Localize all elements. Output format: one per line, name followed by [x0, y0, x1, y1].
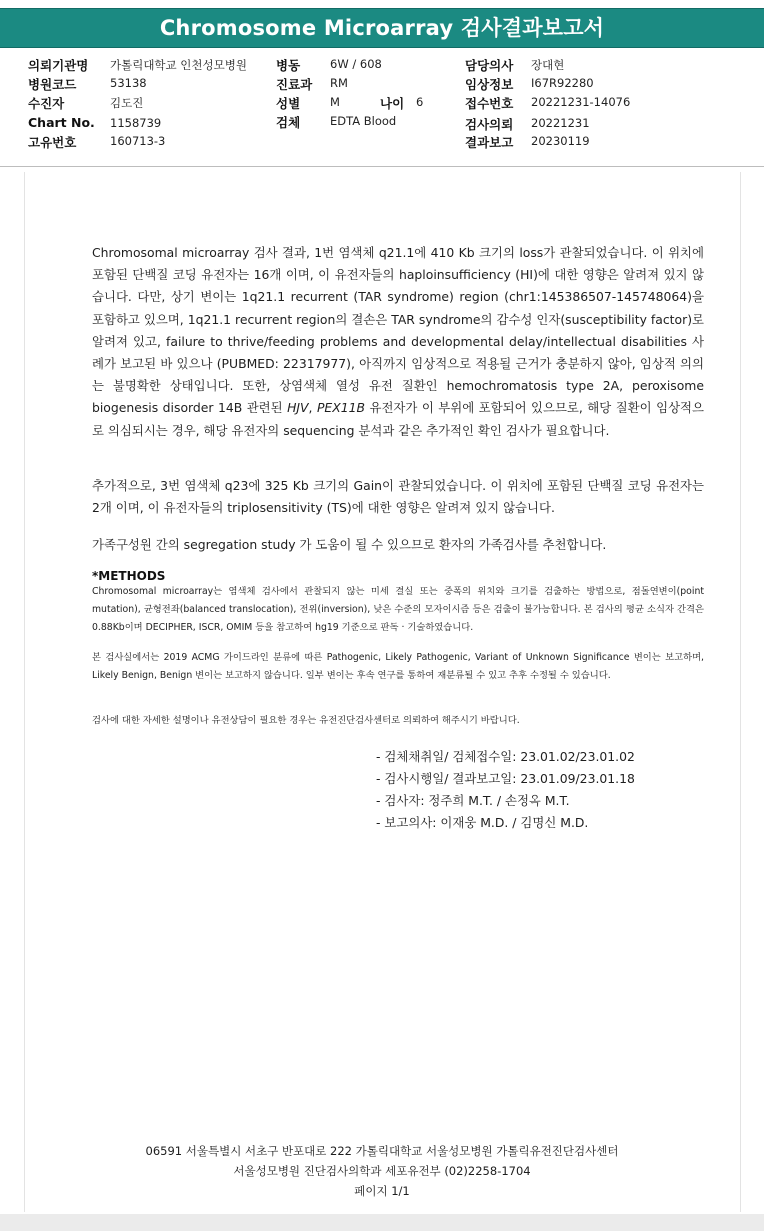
gene-separator: ,	[308, 400, 317, 416]
result-paragraph-1	[92, 242, 704, 442]
patient-info-block	[0, 50, 764, 166]
doctor-value: 장대현	[531, 58, 565, 72]
footer-department: 서울성모병원 진단검사의학과 세포유전부 (02)2258-1704	[233, 1164, 531, 1178]
result-paragraph-1-end: 유전자가 이 부위에 포함되어 있으므로, 해당 질환이 임상적으로 의심되시는 경우, 해당 유전자의 sequencing 분석과 같은 추가적인 확인 검사가 필요합니다.	[92, 400, 704, 438]
specimen-label: 검체	[276, 115, 301, 130]
signature-dates-report: - 검사시행일/ 결과보고일: 23.01.09/23.01.18	[376, 771, 635, 786]
age-value: 6	[416, 95, 424, 109]
footer-address: 06591 서울특별시 서초구 반포대로 222 가톨릭대학교 서울성모병원 가톨릭유전진단검사센터	[145, 1144, 619, 1158]
result-paragraph-3: 가족구성원 간의 segregation study 가 도움이 될 수 있으므로 환자의 가족검사를 추천합니다.	[92, 537, 607, 552]
signature-physicians: - 보고의사: 이재웅 M.D. / 김명신 M.D.	[376, 815, 589, 830]
footer-page-number: 페이지 1/1	[354, 1184, 410, 1198]
methods-text-3: 검사에 대한 자세한 설명이나 유전상담이 필요한 경우는 유전진단검사센터로 의뢰하여 해주시기 바랍니다.	[92, 715, 520, 726]
hospital-code-label: 병원코드	[28, 77, 77, 92]
doctor-label: 담당의사	[465, 58, 514, 73]
receipt-no-label: 접수번호	[465, 96, 514, 111]
chart-no-value: 1158739	[110, 116, 162, 130]
signature-dates-collection: - 검체채취일/ 검체접수일: 23.01.02/23.01.02	[376, 749, 635, 764]
examinee-value: 김도진	[110, 96, 144, 110]
clinical-info-label: 임상정보	[465, 77, 514, 92]
signature-technicians: - 검사자: 정주희 M.T. / 손정옥 M.T.	[376, 793, 570, 808]
sex-value: M	[330, 95, 340, 109]
institution-label: 의뢰기관명	[28, 58, 89, 73]
specimen-value: EDTA Blood	[330, 114, 397, 128]
methods-text-1: Chromosomal microarray는 염색체 검사에서 관찰되지 않는 미세 결실 또는 중폭의 위치와 크기를 검출하는 방법으로, 점돌연변이(point mutation), 균형전좌(balanced translocation), 전위(inversion), 낮은 수준의 모자이시즘 등은 검출이 불가능합니다. 본 검사의 평균 소식자 간격은 0.88Kb이며 DECIPHER, ISCR, OMIM 등을 참고하여 hg19 기준으로 판독 · 기술하였습니다.	[92, 586, 704, 633]
clinical-info-value: I67R92280	[531, 76, 594, 90]
ward-label: 병동	[276, 58, 301, 73]
unique-no-value: 160713-3	[110, 134, 166, 148]
hospital-code-value: 53138	[110, 76, 147, 90]
chart-no-label: Chart No.	[28, 115, 95, 130]
sex-label: 성별	[276, 96, 301, 111]
request-date-label: 검사의뢰	[465, 117, 514, 132]
receipt-no-value: 20221231-14076	[531, 95, 631, 109]
examinee-label: 수진자	[28, 96, 65, 111]
report-date-value: 20230119	[531, 134, 590, 148]
gene-hjv: HJV	[287, 400, 309, 416]
institution-value: 가톨릭대학교 인천성모병원	[110, 58, 247, 72]
age-label: 나이	[380, 96, 405, 111]
result-paragraph-1-text: Chromosomal microarray 검사 결과, 1번 염색체 q21.1에 410 Kb 크기의 loss가 관찰되었습니다. 이 위치에 포함된 단백질 코딩 유전자는 16개 이며, 이 유전자들의 haploinsufficiency (HI)에 대한 영향은 알려져 있지 않습니다. 다만, 상기 변이는 1q21.1 recurrent (TAR syndrome) region (chr1:145386507-145748064)을 포함하고 있으며, 1q21.1 recurrent region의 결손은 TAR syndrome의 감수성 인자(susceptibility factor)로 알려져 있고, failure to thrive/feeding problems and developmental delay/intellectual disabilities 사례가 보고된 바 있으나 (PUBMED: 22317977), 아직까지 임상적으로 적용될 근거가 충분하지 않아, 임상적 의의는 불명확한 상태입니다. 또한, 상염색체 열성 유전 질환인 hemochromatosis type 2A, peroxisome biogenesis disorder 14B 관련된	[92, 245, 704, 416]
header-divider	[0, 166, 764, 167]
department-label: 진료과	[276, 77, 313, 92]
result-paragraph-2: 추가적으로, 3번 염색체 q23에 325 Kb 크기의 Gain이 관찰되었습니다. 이 위치에 포함된 단백질 코딩 유전자는 2개 이며, 이 유전자들의 triplosensitivity (TS)에 대한 영향은 알려져 있지 않습니다.	[92, 478, 704, 516]
bottom-strip	[0, 1214, 764, 1231]
unique-no-label: 고유번호	[28, 135, 77, 150]
department-value: RM	[330, 76, 348, 90]
methods-title: *METHODS	[92, 569, 166, 583]
report-title: Chromosome Microarray 검사결과보고서	[0, 8, 764, 48]
methods-text-2: 본 검사실에서는 2019 ACMG 가이드라인 분류에 따른 Pathogenic, Likely Pathogenic, Variant of Unknown Significance 변이는 보고하며, Likely Benign, Benign 변이는 보고하지 않습니다. 일부 변이는 후속 연구를 통하여 재분류될 수 있고 추후 수정될 수 있습니다.	[92, 652, 704, 681]
report-date-label: 결과보고	[465, 135, 514, 150]
gene-pex11b: PEX11B	[316, 400, 366, 416]
request-date-value: 20221231	[531, 116, 590, 130]
ward-value: 6W / 608	[330, 57, 382, 71]
